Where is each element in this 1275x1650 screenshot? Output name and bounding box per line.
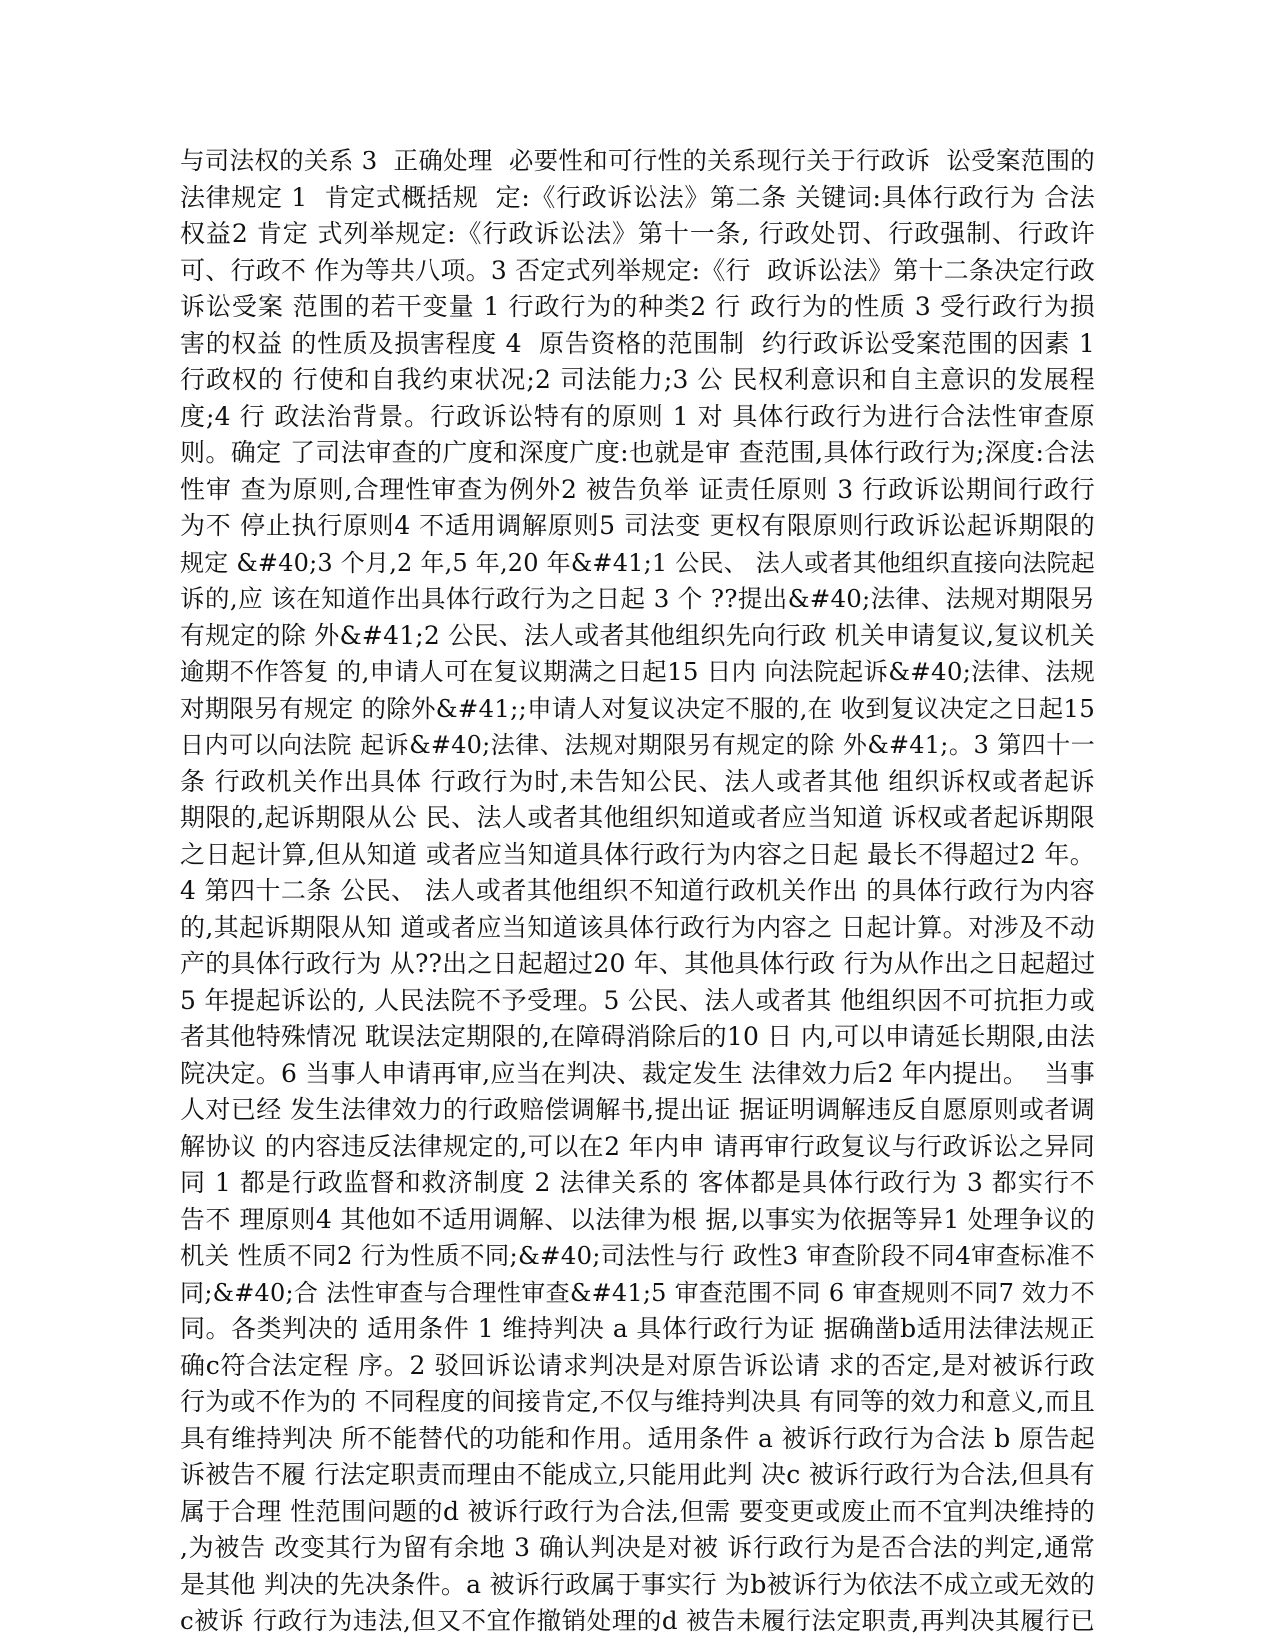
text-line: 害的权益 的性质及损害程度 4 原告资格的范围制 约行政诉讼受案范围的因素 1 [180, 328, 1095, 358]
text-line: 院决定。6 当事人申请再审,应当在判决、裁定发生 法律效力后2 年内提出。 当事 [180, 1058, 1095, 1088]
text-line: 机关 性质不同2 行为性质不同;&#40;司法性与行 政性3 审查阶段不同4审查标准不 [180, 1241, 1095, 1270]
text-line: 规定 &#40;3 个月,2 年,5 年,20 年&#41;1 公民、 法人或者其他组织直接向法院起 [180, 548, 1095, 577]
text-line: 5 年提起诉讼的, 人民法院不予受理。5 公民、法人或者其 他组织因不可抗拒力或 [180, 985, 1095, 1015]
text-line: 具有维持判决 所不能替代的功能和作用。适用条件 a 被诉行政行为合法 b 原告起 [180, 1423, 1095, 1453]
text-line: 解协议 的内容违反法律规定的,可以在2 年内申 请再审行政复议与行政诉讼之异同 [180, 1131, 1095, 1161]
text-line: c被诉 行政行为违法,但又不宜作撤销处理的d 被告未履行法定职责,再判决其履行已 [180, 1606, 1095, 1635]
text-line: 性审 查为原则,合理性审查为例外2 被告负举 证责任原则 3 行政诉讼期间行政行 [180, 474, 1095, 504]
text-line: 度;4 行 政法治背景。行政诉讼特有的原则 1 对 具体行政行为进行合法性审查原 [180, 401, 1095, 431]
text-line: 同;&#40;合 法性审查与合理性审查&#41;5 审查范围不同 6 审查规则不同7 效力不 [180, 1278, 1095, 1307]
text-line: 与司法权的关系 3 正确处理 必要性和可行性的关系现行关于行政诉 讼受案范围的 [180, 146, 1095, 175]
text-line: 属于合理 性范围问题的d 被诉行政行为合法,但需 要变更或废止而不宜判决维持的 [180, 1496, 1095, 1526]
text-line: 法律规定 1 肯定式概括规 定:《行政诉讼法》第二条 关键词:具体行政行为 合法 [180, 182, 1095, 212]
text-line: 权益2 肯定 式列举规定:《行政诉讼法》第十一条, 行政处罚、行政强制、行政许 [180, 219, 1095, 248]
text-line: 条 行政机关作出具体 行政行为时,未告知公民、法人或者其他 组织诉权或者起诉 [180, 766, 1095, 796]
text-line: 诉被告不履 行法定职责而理由不能成立,只能用此判 决c 被诉行政行为合法,但具有 [180, 1460, 1095, 1489]
text-line: 为不 停止执行原则4 不适用调解原则5 司法变 更权有限原则行政诉讼起诉期限的 [180, 511, 1095, 540]
text-line: 对期限另有规定 的除外&#41;;申请人对复议决定不服的,在 收到复议决定之日起15 [180, 693, 1095, 723]
text-line: 同。各类判决的 适用条件 1 维持判决 a 具体行政行为证 据确凿b适用法律法规正 [180, 1314, 1095, 1343]
text-line: 日内可以向法院 起诉&#40;法律、法规对期限另有规定的除 外&#41;。3 第四十一 [180, 731, 1095, 759]
text-line: 者其他特殊情况 耽误法定期限的,在障碍消除后的10 日 内,可以申请延长期限,由法 [180, 1022, 1095, 1051]
text-line: 的,其起诉期限从知 道或者应当知道该具体行政行为内容之 日起计算。对涉及不动 [180, 912, 1095, 942]
text-line: 人对已经 发生法律效力的行政赔偿调解书,提出证 据证明调解违反自愿原则或者调 [180, 1095, 1095, 1124]
text-line: 4 第四十二条 公民、 法人或者其他组织不知道行政机关作出 的具体行政行为内容 [180, 876, 1095, 905]
text-line: 同 1 都是行政监督和救济制度 2 法律关系的 客体都是具体行政行为 3 都实行不 [180, 1168, 1095, 1197]
text-line: 可、行政不 作为等共八项。3 否定式列举规定:《行 政诉讼法》第十二条决定行政 [180, 255, 1095, 285]
text-line: 则。确定 了司法审查的广度和深度广度:也就是审 查范围,具体行政行为;深度:合法 [180, 438, 1095, 467]
text-line: 确c符合法定程 序。2 驳回诉讼请求判决是对原告诉讼请 求的否定,是对被诉行政 [180, 1350, 1095, 1380]
text-line: ,为被告 改变其行为留有余地 3 确认判决是对被 诉行政行为是否合法的判定,通常 [180, 1533, 1095, 1562]
text-line: 有规定的除 外&#41;2 公民、法人或者其他组织先向行政 机关申请复议,复议机关 [180, 620, 1095, 650]
text-line: 期限的,起诉期限从公 民、法人或者其他组织知道或者应当知道 诉权或者起诉期限 [180, 803, 1095, 832]
text-line: 诉讼受案 范围的若干变量 1 行政行为的种类2 行 政行为的性质 3 受行政行为损 [180, 292, 1095, 321]
text-line: 是其他 判决的先决条件。a 被诉行政属于事实行 为b被诉行为依法不成立或无效的 [180, 1569, 1095, 1599]
text-line: 逾期不作答复 的,申请人可在复议期满之日起15 日内 向法院起诉&#40;法律、法规 [180, 657, 1095, 686]
text-line: 诉的,应 该在知道作出具体行政行为之日起 3 个 ??提出&#40;法律、法规对期限另 [180, 584, 1095, 613]
text-line: 行政权的 行使和自我约束状况;2 司法能力;3 公 民权利意识和自主意识的发展程 [180, 365, 1095, 394]
text-line: 行为或不作为的 不同程度的间接肯定,不仅与维持判决具 有同等的效力和意义,而且 [180, 1387, 1095, 1416]
text-line: 产的具体行政行为 从??出之日起超过20 年、其他具体行政 行为从作出之日起超过 [180, 949, 1096, 978]
text-line: 之日起计算,但从知道 或者应当知道具体行政行为内容之日起 最长不得超过2 年。 [180, 839, 1095, 869]
text-line: 告不 理原则4 其他如不适用调解、以法律为根 据,以事实为依据等异1 处理争议的 [180, 1204, 1095, 1234]
document-page [180, 143, 1095, 1640]
